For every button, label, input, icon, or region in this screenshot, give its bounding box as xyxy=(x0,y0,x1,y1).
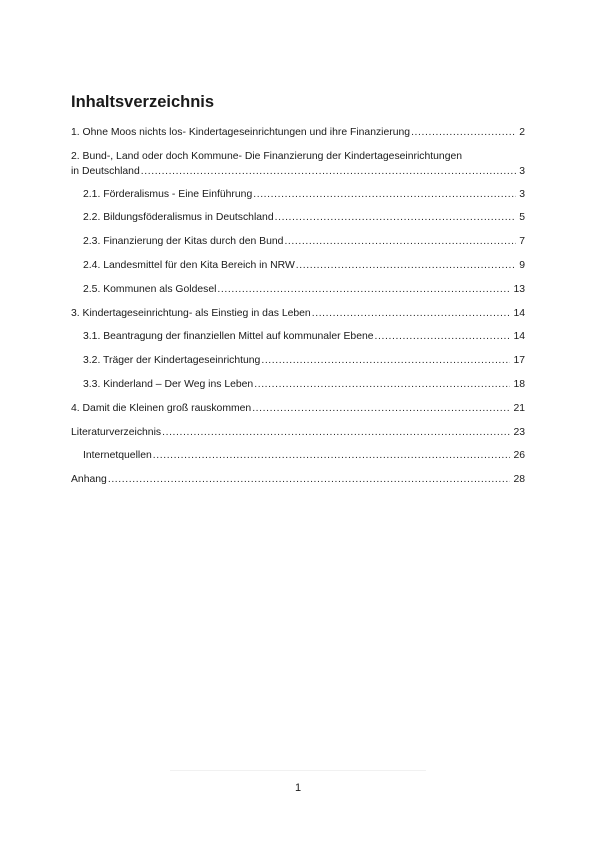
toc-entry-page: 3 xyxy=(519,189,525,200)
toc-entry-page: 5 xyxy=(519,212,525,223)
toc-entry-anhang[interactable] xyxy=(71,473,525,487)
toc-entry-page: 28 xyxy=(513,474,525,485)
toc-entry-label: 3. Kindertageseinrichtung- als Einstieg in das Leben xyxy=(71,308,311,319)
toc-entry-3[interactable] xyxy=(71,307,525,321)
toc-leader-dots xyxy=(284,235,516,249)
toc-entry-3-3[interactable] xyxy=(83,378,525,392)
toc-entry-label: Anhang xyxy=(71,474,107,485)
toc-entry-label-continued: in Deutschland xyxy=(71,165,140,177)
toc-entry-page: 26 xyxy=(513,450,525,461)
toc-leader-dots xyxy=(254,378,510,392)
footer-divider xyxy=(170,770,426,771)
toc-leader-dots xyxy=(411,126,516,140)
toc-entry-internetquellen[interactable] xyxy=(83,449,525,463)
toc-entry-label: 2.2. Bildungsföderalismus in Deutschland xyxy=(83,212,274,223)
toc-entry-page: 18 xyxy=(513,379,525,390)
toc-entry-label: 2.4. Landesmittel für den Kita Bereich in NRW xyxy=(83,260,295,271)
toc-entry-2-4[interactable] xyxy=(83,259,525,273)
toc-entry-page: 21 xyxy=(513,403,525,414)
toc-heading: Inhaltsverzeichnis xyxy=(71,93,215,111)
toc-leader-dots xyxy=(261,354,510,368)
toc-entry-4[interactable] xyxy=(71,402,525,416)
toc-entry-label: 3.1. Beantragung der finanziellen Mittel auf kommunaler Ebene xyxy=(83,331,374,342)
toc-entry-3-1[interactable] xyxy=(83,330,525,344)
toc-entry-page: 14 xyxy=(513,331,525,342)
toc-entry-label: 4. Damit die Kleinen groß rauskommen xyxy=(71,403,252,414)
toc-entry-page: 3 xyxy=(519,165,525,177)
toc-entry-page: 14 xyxy=(513,308,525,319)
toc-entry-label: 2.1. Förderalismus - Eine Einführung xyxy=(83,189,253,200)
toc-entry-label: 2.5. Kommunen als Goldesel xyxy=(83,284,217,295)
toc-entry-page: 13 xyxy=(513,284,525,295)
toc-entry-page: 9 xyxy=(519,260,525,271)
toc-leader-dots xyxy=(108,473,511,487)
toc-entry-label: 2.3. Finanzierung der Kitas durch den Bund xyxy=(83,236,284,247)
toc-leader-dots xyxy=(153,449,511,463)
page-number: 1 xyxy=(294,782,302,794)
toc-entry-label: 3.2. Träger der Kindertageseinrichtung xyxy=(83,355,261,366)
toc-entry-2-5[interactable] xyxy=(83,283,525,297)
toc-entry-2-1[interactable] xyxy=(83,188,525,202)
toc-leader-dots xyxy=(217,283,510,297)
toc-entry-2-3[interactable] xyxy=(83,235,525,249)
toc-entry-page: 7 xyxy=(519,236,525,247)
toc-entry-2-2[interactable] xyxy=(83,211,525,225)
toc-entry-label: 3.3. Kinderland – Der Weg ins Leben xyxy=(83,379,254,390)
toc-entry-page: 2 xyxy=(519,127,525,138)
toc-entry-3-2[interactable] xyxy=(83,354,525,368)
toc-leader-dots xyxy=(375,330,511,344)
toc-entry-page: 17 xyxy=(513,355,525,366)
toc-entry-label: Literaturverzeichnis xyxy=(71,427,162,438)
toc-leader-dots xyxy=(312,307,511,321)
toc-leader-dots xyxy=(296,259,516,273)
toc-leader-dots xyxy=(275,211,517,225)
toc-entry-page: 23 xyxy=(513,427,525,438)
toc-entry-label: 2. Bund-, Land oder doch Kommune- Die Finanzierung der Kindertageseinrichtungen xyxy=(71,151,463,162)
toc-entry-label: Internetquellen xyxy=(83,450,152,461)
toc-leader-dots xyxy=(162,426,510,440)
toc-entry-2[interactable] xyxy=(71,150,525,179)
toc-leader-dots xyxy=(253,188,516,202)
toc-entry-literaturverzeichnis[interactable] xyxy=(71,426,525,440)
toc-entry-1[interactable] xyxy=(71,126,525,140)
toc-entry-label: 1. Ohne Moos nichts los- Kindertageseinrichtungen und ihre Finanzierung xyxy=(71,127,411,138)
toc-leader-dots xyxy=(252,402,510,416)
toc-leader-dots xyxy=(141,165,518,180)
